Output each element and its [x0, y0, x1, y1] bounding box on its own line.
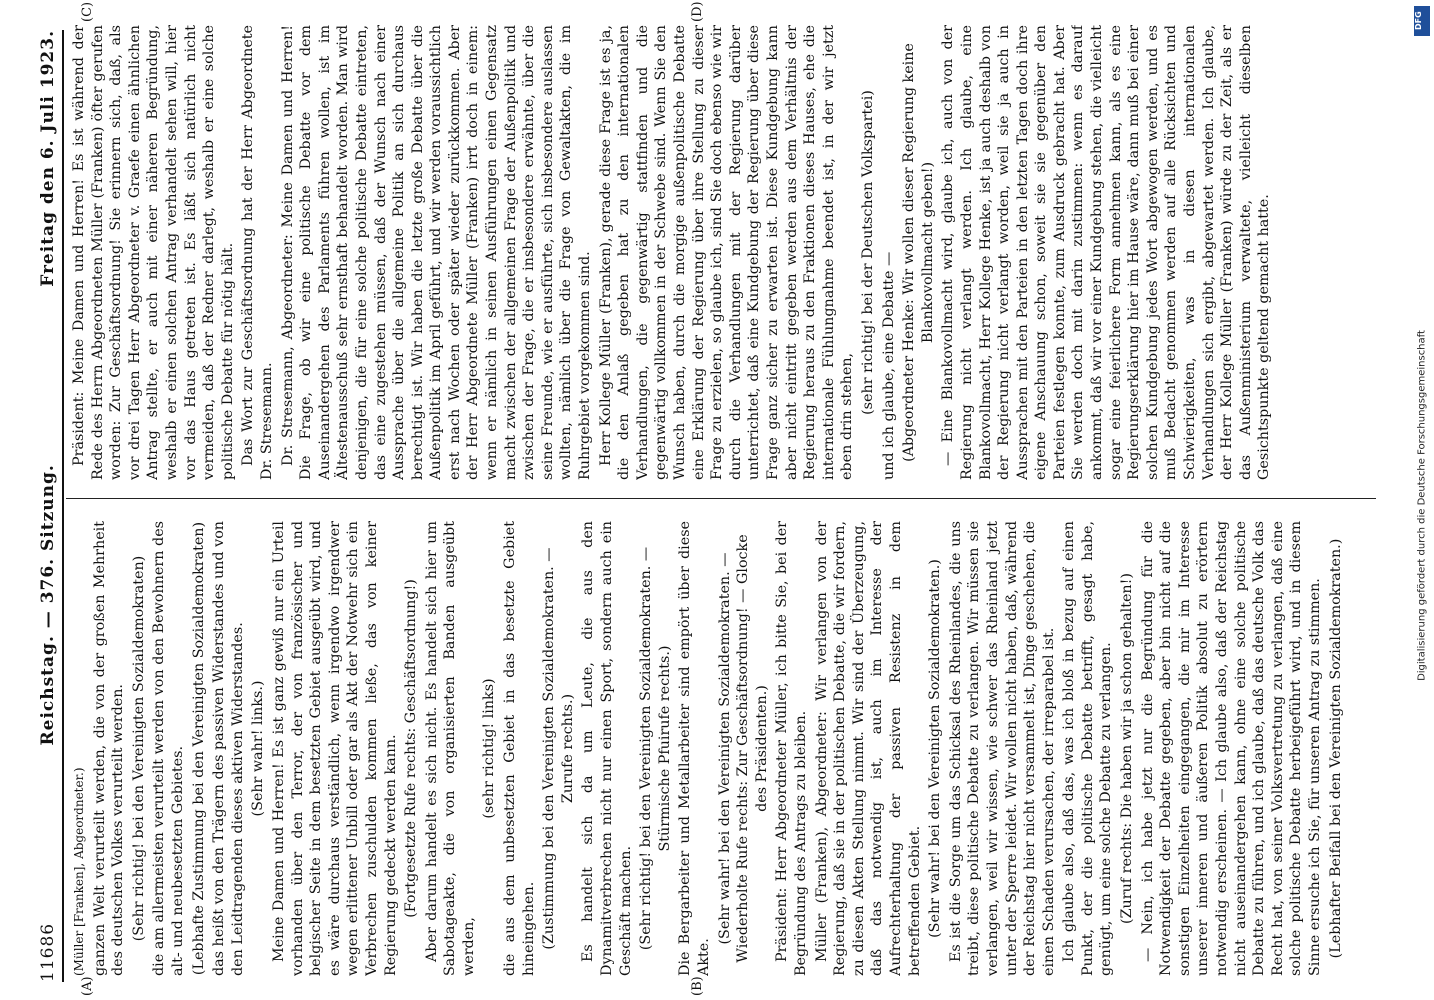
- header-title-left: Reichstag. — 376. Sitzung.: [38, 464, 58, 746]
- paragraph: Ich glaube also, daß das, was ich bloß in bezug auf einen Punkt, der die politische Debatte betrifft, gesagt habe, genügt, um eine solche Debatte zu verlangen.: [1061, 521, 1115, 976]
- paragraph: Aber darum handelt es sich nicht. Es handelt sich hier um Sabotageakte, die von organisierten Banden ausgeübt werden,: [423, 521, 477, 976]
- interjection: (Abgeordneter Henke: Wir wollen dieser Regierung keine Blankovollmacht geben!): [901, 43, 936, 462]
- paragraph: — Eine Blankovollmacht wird, glaube ich, auch von der Regierung nicht verlangt werden. Ich glaube, eine Blankovollmacht, Herr Kollege Henke, ist ja auch deshalb von der Regierung nicht verlangt worden, weil sie ja auch in Aussprachen mit den Parteien in den letzten Tagen doch ihre eigene Anschauung schon, soweit sie sie gegenüber den Parteien festlegen konnte, zum Ausdruck gebracht hat. Aber Sie werden doch mit darin zustimmen: wenn es darauf ankommt, daß wir vor einer Kundgebung stehen, die vielleicht sogar eine feierlichere Form annehmen kann, als es eine Regierungserklärung hier im Hause wäre, dann muß bei einer solchen Kundgebung jedes Wort abgewogen werden, und es muß Bedacht genommen werden auf alle Rücksichten und Schwierigkeiten, was in diesen internationalen Verhandlungen sich ergibt, abgewartet werden. Ich glaube, der Herr Kollege Müller (Franken) würde zu der Zeit, als er das Außenministerium verwaltete, vielleicht dieselben Gesichtspunkte geltend gemacht hatte.: [940, 25, 1273, 480]
- paragraph: das heißt von den Trägern des passiven Widerstandes und von den Leidtragenden dieses aktiven Widerstandes.: [211, 521, 246, 976]
- column-divider: [66, 498, 1376, 499]
- speaker-tag: (Müller [Franken], Abgeordneter.): [72, 767, 86, 976]
- header-title-right: Freitag den 6. Juli 1923.: [38, 30, 58, 287]
- digitization-credit: [1414, 0, 1430, 1000]
- margin-marker-a: (A): [80, 976, 95, 996]
- interjection: (Sehr wahr! bei den Vereinigten Sozialdemokraten.): [927, 559, 944, 938]
- paragraph: Es handelt sich da um Leute, die aus den Dynamitverbrechen nicht nur einen Sport, sondern auch ein Geschäft machen.: [580, 521, 634, 976]
- paragraph: Es ist die Sorge um das Schicksal des Rheinlandes, die uns treibt, diese politische Debatte zu verlangen. Wir müssen sie verlangen, weil wir wissen, wie schwer das Rheinland jetzt unter der Sperre leidet. Wir wollen nicht haben, daß, während der Reichstag hier nicht versammelt ist, Dinge geschehen, die einen Schaden verursachen, der irreparabel ist.: [947, 521, 1057, 976]
- paragraph: und ich glaube, eine Debatte —: [880, 251, 897, 480]
- paragraph: Herr Kollege Müller (Franken), gerade diese Frage ist es ja, die den Anlaß gegeben hat zu den internationalen Verhandlungen, die gegenwärtig stattfinden und die gegenwärtig vollkommen in der Schwebe sind. Wenn Sie den Wunsch haben, durch die morgige außenpolitische Debatte eine Erklärung der Regierung über ihre Stellung zu dieser Frage zu erzielen, so glaube ich, sind Sie doch ebenso wie wir durch die Verhandlungen mit der Regierung darüber unterrichtet, daß eine Kundgebung der Regierung über diese Frage ganz sicher zu erwarten ist. Diese Kundgebung kann aber nicht eintritt gegeben werden aus dem Verhältnis der Regierung heraus zu den Fraktionen dieses Hauses, ehe die internationale Fühlungnahme beendet ist, in der wir jetzt eben drin stehen,: [597, 25, 856, 480]
- margin-marker-b: (B): [690, 976, 705, 996]
- speech-paragraph: Dr. Stresemann, Abgeordneter: Meine Damen und Herren! Die Frage, ob wir eine politische Debatte vor dem Auseinandergehen des Parlaments führen wollen, ist im Ältestenausschuß sehr ernsthaft behandelt worden. Man wird denjenigen, die für eine solche politische Debatte eintreten, das eine zugestehen müssen, daß der Wunsch nach einer Aussprache über die allgemeine Politik an sich durchaus berechtigt ist. Wir haben die letzte große Debatte über die Außenpolitik im April geführt, und wir werden voraussichtlich erst nach Wochen oder später wieder zurückkommen. Aber der Herr Abgeordnete Müller (Franken) irrt doch in einem: wenn er nämlich in seinen Ausführungen einen Gegensatz macht zwischen der allgemeinen Frage der Außenpolitik und zwischen der Frage, die er insbesondere erwähnte, über die seine Freunde, wie er ausführte, sich insbesondere auslassen wollten, nämlich über die Frage von Gewaltakten, die im Ruhrgebiet vorgekommen sind.: [279, 25, 594, 480]
- credit-text: Digitalisierung gefördert durch die Deutsche Forschungsgemeinschaft: [1416, 330, 1428, 681]
- interjection: (Zuruf rechts: Die haben wir ja schon gehalten!): [1119, 573, 1136, 924]
- paragraph: Meine Damen und Herren! Es ist ganz gewiß nur ein Urteil vorhanden über den Terror, der von französischer und belgischer Seite in dem besetzten Gebiet ausgeübt wird, und es wäre durchaus verständlich, wenn irgendwo irgendwer wegen erlittener Unbill oder gar als Akt der Notwehr sich ein Verbrechen zuschulden kommen ließe, das von keiner Regierung gedeckt werden kann.: [270, 521, 399, 976]
- left-column: [70, 521, 1400, 976]
- margin-marker-d: (D): [690, 1, 705, 22]
- interjection: (sehr richtig! bei der Deutschen Volkspartei): [859, 90, 876, 415]
- paragraph: Die Bergarbeiter und Metallarbeiter sind empört über diese Akte.: [677, 521, 712, 976]
- page-number: 11686: [38, 922, 58, 982]
- speech-paragraph: Müller (Franken), Abgeordneter: Wir verlangen von der Regierung, daß sie in der politischen Debatte, die wir fordern, zu diesen Akten Stellung nimmt. Wir sind der Überzeugung, daß das notwendig ist, auch im Interesse der Aufrechterhaltung der passiven Resistenz in dem betreffenden Gebiet.: [813, 521, 923, 976]
- paragraph: die am allermeisten verurteilt werden von den Bewohnern des alt- und neubesetzten Gebietes.: [151, 521, 186, 976]
- paragraph: ganzen Welt verurteilt werden, die von der großen Mehrheit des deutschen Volkes verurteilt werden.: [91, 521, 127, 976]
- interjection: (Sehr wahr! bei den Vereinigten Sozialdemokraten. — Wiederholte Rufe rechts: Zur Geschäftsordnung! — Glocke des Präsidenten.): [716, 534, 770, 963]
- paragraph: die aus dem unbesetzten Gebiet in das besetzte Gebiet hineingehen.: [502, 521, 537, 976]
- interjection: (Zustimmung bei den Vereinigten Sozialdemokraten. — Zurufe rechts.): [541, 547, 576, 950]
- interjection: (Sehr wahr! links.): [250, 680, 267, 817]
- page-header: [30, 30, 64, 982]
- interjection: (Fortgesetzte Rufe rechts: Geschäftsordnung!): [403, 579, 420, 918]
- interjection: (Lebhafter Beifall bei den Vereinigten Sozialdemokraten.): [1327, 538, 1344, 959]
- margin-marker-c: (C): [80, 1, 95, 22]
- paragraph: Das Wort zur Geschäftsordnung hat der Herr Abgeordnete Dr. Stresemann.: [240, 25, 275, 480]
- right-column: [70, 25, 1400, 480]
- president-remark: Präsident: Meine Damen und Herren! Es ist während der Rede des Herrn Abgeordneten Müller (Franken) öfter gerufen worden: Zur Geschäftsordnung! Sie erinnern sich, daß, als vor drei Tagen Herr Abgeordneter v. Graefe einen ähnlichen Antrag stellte, er auch mit einer näheren Begründung, weshalb er einen solchen Antrag verhandelt sehen will, hier vor das Haus getreten ist. Es läßt sich natürlich nicht vermeiden, daß der Redner darlegt, weshalb er eine solche politische Debatte für nötig hält.: [71, 25, 236, 480]
- interjection: (sehr richtig! links): [481, 678, 498, 819]
- interjection: (Sehr richtig! bei den Vereinigten Sozialdemokraten. — Stürmische Pfuirufe rechts.): [638, 546, 673, 951]
- president-remark: Präsident: Herr Abgeordneter Müller, ich bitte Sie, bei der Begründung des Antrags zu bleiben.: [774, 521, 809, 976]
- paragraph: — Nein, ich habe jetzt nur die Begründung für die Notwendigkeit der Debatte gegeben, aber bin nicht auf die sonstigen Einzelheiten eingegangen, die mir im Interesse unserer inneren und äußeren Politik absolut zu erörtern notwendig erscheinen. — Ich glaube also, daß der Reichstag nicht auseinandergehen kann, ohne eine solche politische Debatte zu führen, und ich glaube, daß das deutsche Volk das Recht hat, von seiner Volksvertretung zu verlangen, daß eine solche politische Debatte herbeigeführt wird, und in diesem Sinne ersuche ich Sie, für unseren Antrag zu stimmen.: [1139, 521, 1323, 976]
- interjection: (Lebhafte Zustimmung bei den Vereinigten Sozialdemokraten): [190, 521, 207, 976]
- dfg-logo: DFG: [1414, 6, 1430, 36]
- interjection: (Sehr richtig! bei den Vereinigten Sozialdemokraten): [130, 555, 147, 942]
